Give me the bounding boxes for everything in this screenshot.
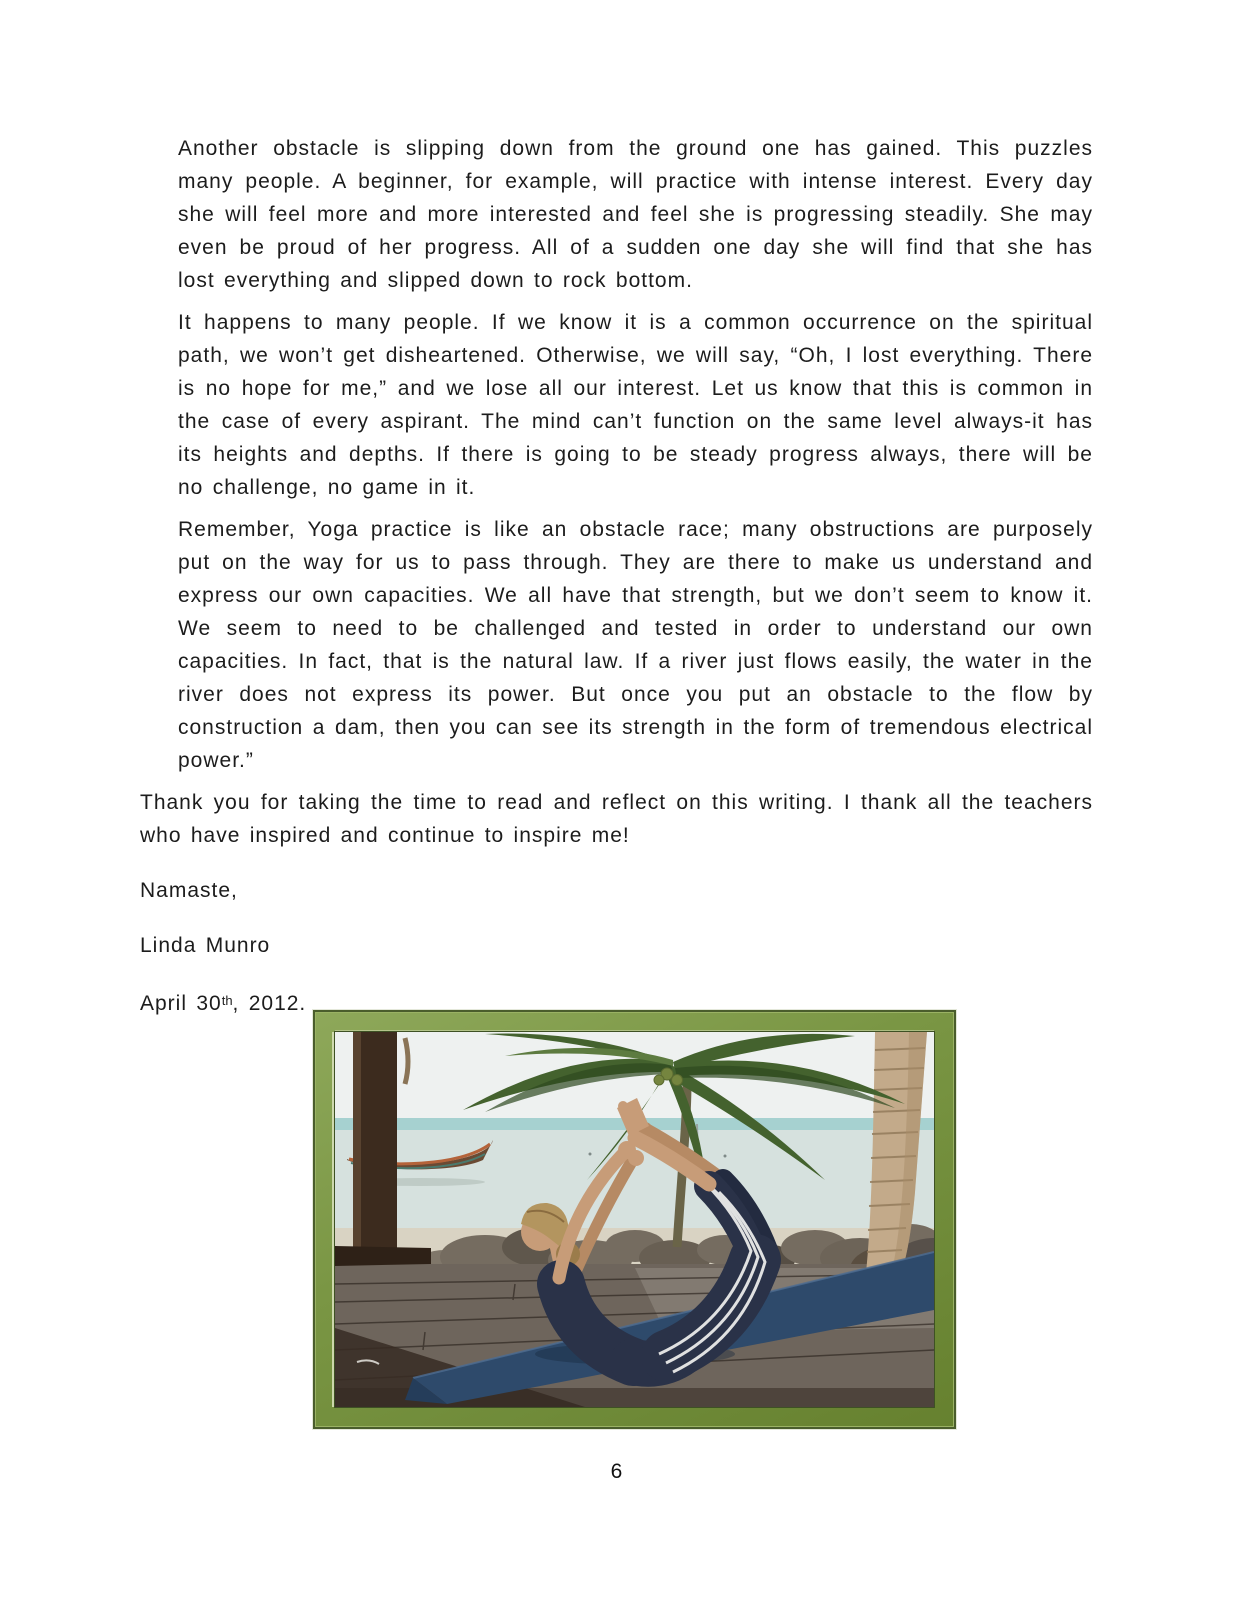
closing-paragraph: Thank you for taking the time to read and reflect on this writing. I thank all the teachers who have inspired and continue to inspire me!: [140, 791, 1093, 847]
toes: [618, 1101, 628, 1111]
author-name: Linda Munro: [140, 934, 271, 957]
salutation: Namaste,: [140, 879, 238, 902]
yoga-photo: [335, 1032, 934, 1407]
hand-2: [628, 1150, 644, 1166]
quote-paragraph-1: Another obstacle is slipping down from the ground one has gained. This puzzles many people. A beginner, for example, will practice with intense interest. Every day she will feel more and more interested and feel she is progressing steadily. She may even be proud of her progress. All of a sudden one day she will find that she has lost everything and slipped down to rock bottom.: [178, 137, 1093, 292]
date-prefix: April 30: [140, 992, 222, 1015]
quote-paragraph-2: It happens to many people. If we know it is a common occurrence on the spiritual path, we won’t get disheartened. Otherwise, we will say, “Oh, I lost everything. There is no hope for me,” and we lose all our interest. Let us know that this is common in the case of every aspirant. The mind can’t function on the same level always-it has its heights and depths. If there is going to be steady progress always, there will be no challenge, no game in it.: [178, 311, 1093, 499]
page-number: 6: [610, 1460, 623, 1483]
date-suffix: , 2012.: [232, 992, 307, 1015]
date-ordinal: th: [221, 993, 233, 1008]
photo-frame: [313, 1010, 956, 1429]
letter-body: [140, 132, 1093, 1042]
quote-paragraph-3: Remember, Yoga practice is like an obstacle race; many obstructions are purposely put on the way for us to pass through. They are there to make us understand and express our own capacities. We all have that strength, but we don’t seem to know it. We seem to need to be challenged and tested in order to understand our own capacities. In fact, that is the natural law. If a river just flows easily, the water in the river does not express its power. But once you put an obstacle to the flow by construction a dam, then you can see its strength in the form of tremendous electrical power.”: [178, 518, 1093, 772]
